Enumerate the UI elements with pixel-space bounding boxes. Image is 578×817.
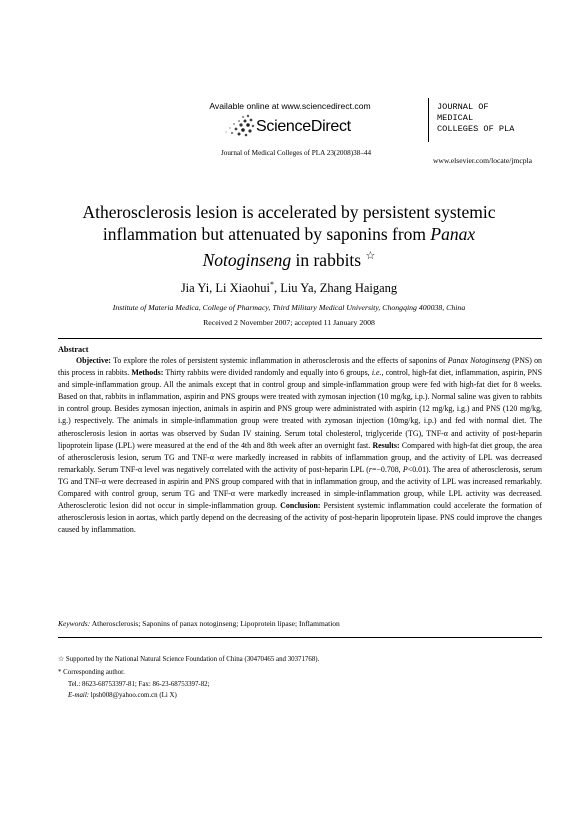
abstract-text: =−0.708, <box>372 464 403 474</box>
contact-email <box>68 690 552 701</box>
abstract-text: , control, high-fat diet, inflammation, aspirin, PNS and simple-inflammation group. All the animals except that in control group and simple-inflammation group were fed with high-fat diet for 8 weeks. Based on that, rabbits in inflammation, aspirin and PNS groups were treated with zymosan injection (10 mg/kg, i.p.). Normal saline was given to rabbits in control group. Besides zymosan injection, animals in aspirin and PNS group were administrated with aspirin (12 mg/kg, i.g.) and PNS (120 mg/kg, i.g.) respectively. The animals in simple-inflammation group were treated with zymosan injection (10mg/kg, i.p.) and fed with normal diet. The atherosclerosis lesion in aortas was observed by Sudan IV staining. Serum total cholesterol, triglyceride (TG), TNF-α and activity of post-heparin lipoprotein lipase (LPL) were measured at the end of the 4th and 8th week after an overnight fast. <box>58 368 542 450</box>
keywords-label: Keywords: <box>58 619 91 628</box>
article-title <box>40 201 538 271</box>
author-list <box>40 280 538 296</box>
title-line-2 <box>40 223 538 245</box>
results-label: Results: <box>372 440 400 450</box>
title-italic-text: Panax <box>430 224 476 244</box>
abstract-italic-text: r <box>368 464 372 474</box>
divider <box>58 637 542 638</box>
journal-name-line: COLLEGES OF PLA <box>437 124 515 134</box>
journal-name-line: JOURNAL OF <box>437 102 489 112</box>
authors-text: Jia Yi, Li Xiaohui <box>180 281 270 296</box>
authors-text: , Liu Ya, Zhang Haigang <box>273 281 398 296</box>
sciencedirect-logo[interactable] <box>222 113 372 139</box>
title-italic-text: Notoginseng <box>202 249 292 270</box>
abstract-text: To explore the roles of persistent systemic inflammation in atherosclerosis and the effects of saponins of <box>111 356 448 365</box>
abstract-text: Thirty rabbits were divided randomly and equally into 6 groups, <box>163 368 372 378</box>
affiliation: Institute of Materia Medica, College of Pharmacy, Third Military Medical University, Chongqing 400038, China <box>112 303 466 312</box>
email-address-link[interactable]: lpsh008@yahoo.com.cn (Li X) <box>89 692 177 699</box>
journal-name-line: MEDICAL <box>437 113 474 123</box>
title-text: in rabbits <box>291 249 362 270</box>
corresponding-author-footnote: * Corresponding author. <box>58 669 125 676</box>
abstract-text: Compared with high-fat diet group, the area of atherosclerosis lesion, serum TG and TNF-α were markedly increased in rabbits of inflammation group, and the activity of LPL was decreased remarkably. Serum TNF-α level was negatively correlated with the activity of post-heparin LPL ( <box>58 440 543 474</box>
abstract-heading: Abstract <box>58 345 89 354</box>
corresponding-author-mark[interactable]: * <box>269 280 274 289</box>
funding-footnote: ☆ Supported by the National Natural Science Foundation of China (30470465 and 30371768). <box>58 656 320 663</box>
received-dates: Received 2 November 2007; accepted 11 January 2008 <box>203 318 375 327</box>
title-footnote-star[interactable]: ☆ <box>365 250 376 262</box>
methods-label: Methods: <box>131 368 164 378</box>
abstract-paragraph <box>58 355 542 536</box>
divider <box>58 338 542 339</box>
available-online-text: Available online at www.sciencedirect.com <box>209 101 371 111</box>
email-label: E-mail: <box>68 692 90 699</box>
abstract-italic-text: Panax Notoginseng <box>447 356 510 365</box>
sciencedirect-dots-icon <box>222 113 256 137</box>
title-line-3 <box>40 245 538 271</box>
abstract-body <box>58 355 542 536</box>
abstract-italic-text: i.e. <box>371 368 382 378</box>
abstract-text: <0.01). The area of atherosclerosis, serum TG and TNF-α were decreased in aspirin and PNS group compared with that in inflammation group, and the activity of LPL was increased remarkably. Compared with control group, serum TG and TNF-α were markedly increased in simple-inflammation group, while LPL activity was decreased. Atherosclerotic lesion did not occur in simple-inflammation group. <box>58 464 542 511</box>
journal-reference: Journal of Medical Colleges of PLA 23(2008)38–44 <box>220 149 372 157</box>
title-text: inflammation but attenuated by saponins from <box>102 224 431 244</box>
sciencedirect-logo-text: ScienceDirect <box>256 118 351 135</box>
abstract-text: Persistent systemic inflammation could accelerate the formation of atherosclerosis lesion in aortas, which partly depend on the decreasing of the activity of post-heparin lipoprotein lipase. PNS could improve the changes caused by inflammation. <box>58 501 543 535</box>
journal-url-link[interactable]: www.elsevier.com/locate/jmcpla <box>432 156 532 165</box>
keywords-list: Atherosclerosis; Saponins of panax notoginseng; Lipoprotein lipase; Inflammation <box>90 619 340 628</box>
journal-name-box <box>428 98 525 142</box>
abstract-italic-text: P <box>402 464 408 474</box>
abstract-text: (PNS) on this process in rabbits. <box>58 356 542 378</box>
contact-phone-fax: Tel.: 8623-68753397-81; Fax: 86-23-68753397-82; <box>68 681 210 688</box>
title-line-1: Atherosclerosis lesion is accelerated by persistent systemic <box>82 202 496 222</box>
keywords <box>58 619 542 628</box>
conclusion-label: Conclusion: <box>280 501 321 511</box>
objective-label: Objective: <box>76 356 112 365</box>
